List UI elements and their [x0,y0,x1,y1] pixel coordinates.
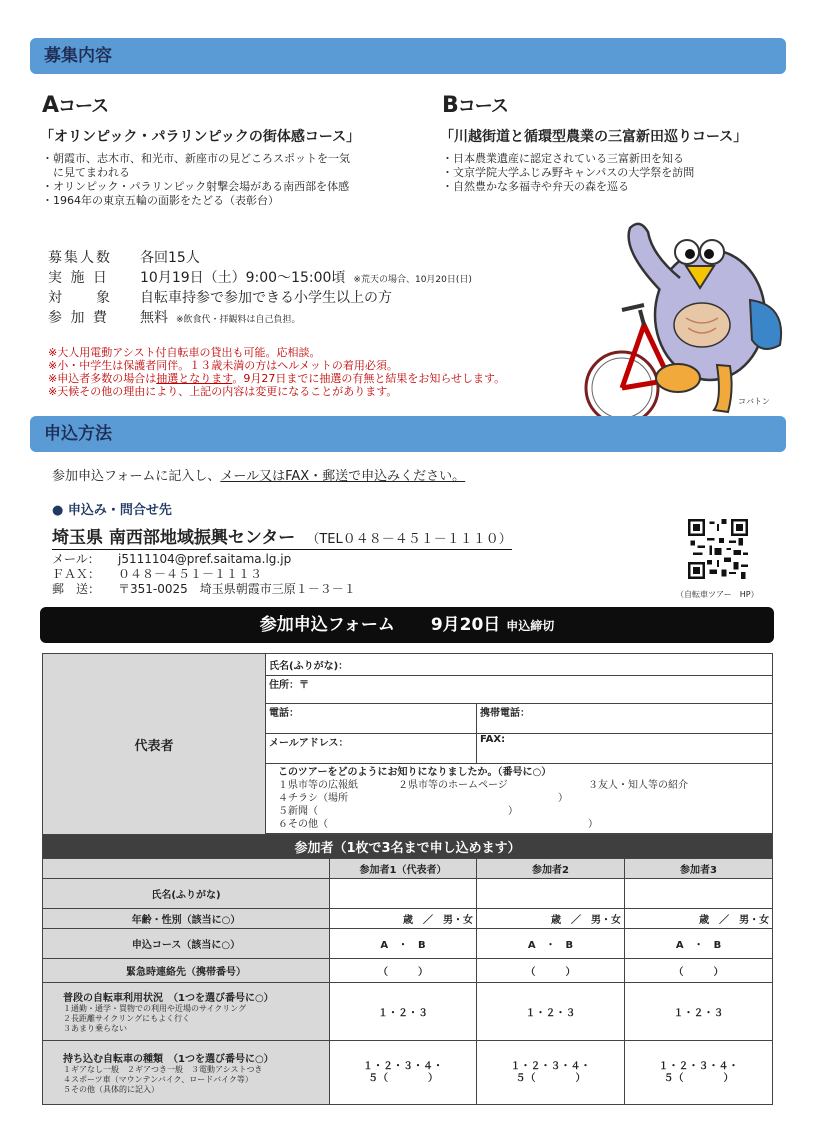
contact-fax-row [52,567,356,582]
fee-label: 参 加 費 [48,310,109,326]
fee-note: ※飲食代・拝観料は自己負担。 [176,315,301,325]
form-title: 参加申込フォーム [259,615,395,635]
note-lottery-pre: ※申込者多数の場合は [48,372,157,385]
contact-post-row [52,582,356,597]
source-option[interactable]: ４チラシ（場所 ） [278,793,568,804]
fax-label: ＦＡＸ： [52,567,101,581]
participant-2-emergency-field[interactable]: （ ） [477,959,625,983]
source-option[interactable]: ３友人・知人等の紹介 [588,780,688,791]
participant-2-course-field[interactable]: A ・ B [477,929,625,959]
qr-caption: （自転車ツアー HP） [676,590,759,599]
participant-2-header: 参加者2 [477,859,625,879]
note-lottery [48,372,505,385]
rep-fax-field[interactable]: FAX: [477,734,773,764]
rep-address-field[interactable]: 住所：〒 [266,676,773,704]
apply-instruction-pre: 参加申込フォームに記入し、 [52,469,221,484]
row-label-bike [43,1041,330,1105]
row-label-emergency: 緊急時連絡先（携帯番号） [43,959,330,983]
bike-choices: １・２・３・４・ [363,1060,443,1072]
course-a-bullet: ・1964年の東京五輪の面影をたどる（表彰台） [42,194,279,207]
participants-corner [43,859,330,879]
fee-row [48,308,472,328]
rep-email-field[interactable]: メールアドレス： [266,734,477,764]
mail-label: メール： [52,552,100,566]
section-header-recruit: 募集内容 [30,38,786,74]
course-b-bullet: ・文京学院大学ふじみ野キャンパスの大学祭を訪問 [442,166,695,179]
mail-address[interactable]: j5111104@pref.saitama.lg.jp [118,552,292,566]
post-label: 郵 送： [52,582,101,596]
participant-2-usage-field[interactable]: １・２・３ [477,983,625,1041]
source-option[interactable]: ６その他（ ） [278,819,598,830]
bike-question: 持ち込む自転車の種類 （1つを選び番号に○） [63,1054,274,1065]
form-deadline-label: 申込締切 [506,619,555,633]
course-b-letter: B [442,93,458,118]
course-a-suffix: コース [58,96,109,117]
qr-code-icon[interactable] [688,519,748,579]
contact-heading: ● 申込み・問合せ先 [52,503,172,518]
participant-3-age-field[interactable]: 歳 ／ 男・女 [625,909,773,929]
row-label-usage [43,983,330,1041]
participant-3-usage-field[interactable]: １・２・３ [625,983,773,1041]
rep-mobile-field[interactable]: 携帯電話： [477,704,773,734]
note-lottery-post: 。9月27日までに抽選の有無と結果をお知らせします。 [232,372,506,385]
contact-mail-row [52,552,356,567]
target-value: 自転車持参で参加できる小学生以上の方 [140,290,392,306]
participant-3-emergency-field[interactable]: （ ） [625,959,773,983]
apply-instruction-underlined: メール又はFAX・郵送で申込みください。 [220,469,466,484]
application-form-table [42,653,773,1105]
course-b-bullet: ・自然豊かな多福寺や弁天の森を巡る [442,180,629,193]
capacity-row [48,248,472,268]
participant-3-name-field[interactable] [625,879,773,909]
participant-3-course-field[interactable]: A ・ B [625,929,773,959]
bike-other: ５（ ） [663,1072,734,1084]
mascot-name: コバトン [738,397,770,406]
row-label-name: 氏名(ふりがな) [43,879,330,909]
bike-other: ５（ ） [515,1072,586,1084]
date-label: 実 施 日 [48,270,109,286]
course-a-bullets [42,152,350,208]
rep-phone-field[interactable]: 電話： [266,704,477,734]
source-options-row [278,779,769,792]
participant-1-course-field[interactable]: A ・ B [330,929,477,959]
capacity-label: 募集人数 [48,250,112,266]
date-note: ※荒天の場合、10月20日(日) [353,275,472,285]
usage-question: 普段の自転車利用状況 （1つを選び番号に○） [63,993,274,1004]
participant-1-header: 参加者1（代表者） [330,859,477,879]
contact-details [52,552,356,597]
section-header-apply: 申込方法 [30,416,786,452]
target-label: 対 象 [48,290,112,306]
post-address: 〒351-0025 埼玉県朝霞市三原１－３－１ [118,582,356,596]
target-row [48,288,472,308]
course-a-bullet: ・朝霞市、志木市、和光市、新座市の見どころスポットを一気 [42,152,350,165]
date-row [48,268,472,288]
bike-choices: １・２・３・４・ [658,1060,739,1072]
course-a-heading [42,92,108,118]
row-label-age: 年齢・性別（該当に○） [43,909,330,929]
source-option[interactable]: ２県市等のホームページ [398,780,508,791]
form-deadline-date: 9月20日 [430,615,501,635]
note-lottery-underlined: 抽選となります [156,372,233,385]
participant-1-emergency-field[interactable]: （ ） [330,959,477,983]
bike-option: １ギアなし一般 ２ギアつき一般 ３電動アシストつき [63,1065,263,1074]
source-question: このツアーをどのようにお知りになりましたか。（番号に○） [278,767,552,778]
course-a-bullet: ・オリンピック・パラリンピック射撃会場がある南西部を体感 [42,180,350,193]
source-survey[interactable] [266,764,773,834]
apply-instruction [52,465,465,484]
contact-tel: （TEL０４８－４５１－１１１０） [306,532,512,547]
participant-1-bike-field[interactable] [330,1041,477,1105]
course-b-title: 「川越街道と循環型農業の三富新田巡りコース」 [440,129,748,145]
participant-2-bike-field[interactable] [477,1041,625,1105]
course-b-bullet: ・日本農業遺産に認定されている三富新田を知る [442,152,684,165]
date-value: 10月19日（土）9:00～15:00頃 [140,270,346,286]
bike-other: ５（ ） [368,1072,438,1084]
source-option[interactable]: １県市等の広報紙 [278,780,358,791]
participant-2-name-field[interactable] [477,879,625,909]
bike-choices: １・２・３・４・ [510,1060,591,1072]
kobaton-mascot-illustration [582,210,792,446]
fax-number: ０４８－４５１－１１１３ [118,567,263,581]
contact-org: 埼玉県 南西部地域振興センター [52,528,296,548]
course-b-suffix: コース [457,96,508,117]
participant-1-usage-field[interactable]: １・２・３ [330,983,477,1041]
participant-1-age-field[interactable]: 歳 ／ 男・女 [330,909,477,929]
course-b-bullets [442,152,694,194]
participant-3-header: 参加者3 [625,859,773,879]
note-rental: ※大人用電動アシスト付自転車の貸出も可能。応相談。 [48,346,321,359]
form-header [40,607,774,643]
fee-value: 無料 [140,310,168,326]
course-a-title: 「オリンピック・パラリンピックの街体感コース」 [40,129,361,145]
capacity-value: 各回15人 [140,250,200,266]
participant-1-name-field[interactable] [330,879,477,909]
participant-3-bike-field[interactable] [625,1041,773,1105]
note-helmet: ※小・中学生は保護者同伴。１３歳未満の方はヘルメットの着用必須。 [48,359,398,372]
course-a-letter: A [42,93,59,118]
contact-org-line [52,523,512,550]
note-change: ※天候その他の理由により、上記の内容は変更になることがあります。 [48,385,398,398]
usage-option: ３あまり乗らない [63,1024,127,1033]
notes [48,346,505,398]
rep-name-field[interactable]: 氏名(ふりがな)： [266,654,773,676]
course-a-bullet: に見てまわれる [42,166,130,179]
participants-header: 参加者（1枚で3名まで申し込めます） [43,835,773,859]
bike-option: ４スポーツ車（マウンテンバイク、ロードバイク等） [63,1075,253,1084]
usage-option: １通勤・通学・買物での利用や近場のサイクリング [63,1004,247,1013]
event-info [48,248,472,328]
usage-option: ２長距離サイクリングにもよく行く [63,1014,191,1023]
participant-2-age-field[interactable]: 歳 ／ 男・女 [477,909,625,929]
course-b-heading [442,92,508,118]
row-label-course: 申込コース（該当に○） [43,929,330,959]
source-option[interactable]: ５新聞（ ） [278,806,518,817]
representative-label: 代表者 [43,654,266,835]
bike-option: ５その他（具体的に記入） [63,1085,159,1094]
